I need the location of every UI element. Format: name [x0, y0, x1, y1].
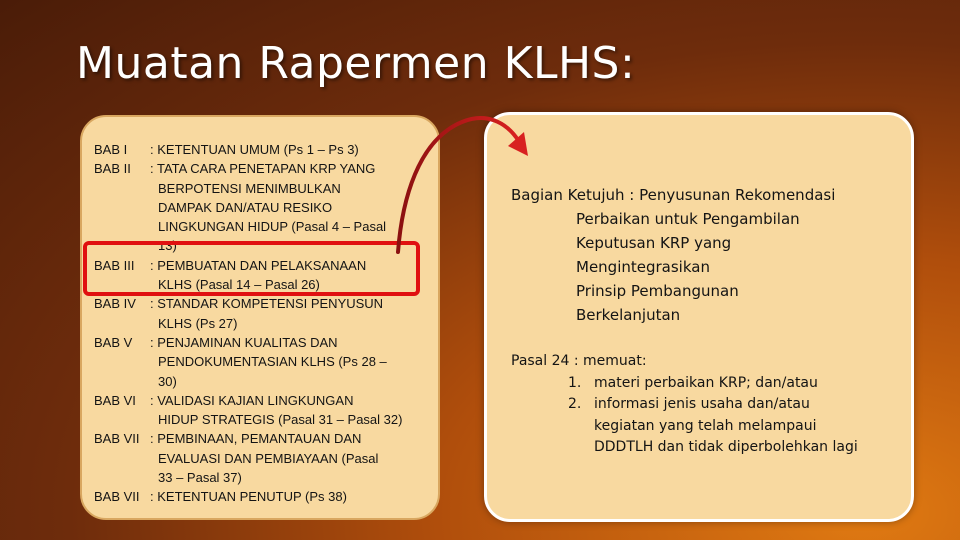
- chapters-panel: [80, 115, 440, 520]
- chapter-line: : PEMBINAAN, PEMANTAUAN DAN: [150, 431, 362, 447]
- pasal-line: informasi jenis usaha dan/atau: [594, 396, 810, 412]
- section-heading: Bagian Ketujuh : Penyusunan Rekomendasi: [511, 186, 836, 204]
- section-lines: [511, 207, 906, 327]
- section-line: Berkelanjutan: [576, 306, 681, 324]
- chapter-line: BERPOTENSI MENIMBULKAN: [158, 180, 341, 196]
- chapter-row: [94, 333, 434, 391]
- chapter-line: KLHS (Pasal 14 – Pasal 26): [158, 277, 320, 293]
- chapter-label: BAB III: [94, 257, 135, 273]
- chapter-row: [94, 140, 434, 159]
- pasal-items: [511, 373, 906, 459]
- detail-content: [511, 183, 906, 459]
- pasal-item-number: 1.: [568, 374, 582, 391]
- chapter-label: BAB V: [94, 334, 133, 350]
- highlight-box: [83, 241, 420, 296]
- pasal-item-text: [594, 373, 818, 395]
- chapter-label: BAB I: [94, 142, 128, 157]
- chapter-line: PENDOKUMENTASIAN KLHS (Ps 28 –: [158, 354, 387, 370]
- chapter-line: : TATA CARA PENETAPAN KRP YANG: [150, 161, 376, 177]
- pasal-line: DDDTLH dan tidak diperbolehkan lagi: [594, 439, 858, 455]
- chapter-line: : PEMBUATAN DAN PELAKSANAAN: [150, 257, 367, 273]
- detail-panel: [484, 112, 914, 522]
- chapter-line: : KETENTUAN PENUTUP (Ps 38): [150, 489, 347, 505]
- chapter-text: [150, 333, 434, 391]
- chapter-label: BAB VII: [94, 431, 140, 447]
- chapter-line: DAMPAK DAN/ATAU RESIKO: [158, 199, 333, 215]
- chapter-row: [94, 487, 434, 506]
- pasal-block: [511, 351, 906, 459]
- chapter-row: [94, 429, 434, 487]
- chapter-row: [94, 391, 434, 430]
- chapter-line: LINGKUNGAN HIDUP (Pasal 4 – Pasal: [158, 219, 387, 235]
- pasal-item: [568, 394, 906, 459]
- section-line: Mengintegrasikan: [576, 258, 710, 276]
- chapter-line: HIDUP STRATEGIS (Pasal 31 – Pasal 32): [158, 412, 403, 428]
- section-line: Prinsip Pembangunan: [576, 282, 739, 300]
- chapter-text: [150, 391, 434, 430]
- chapter-text: [150, 140, 434, 159]
- chapter-line: : KETENTUAN UMUM (Ps 1 – Ps 3): [150, 142, 359, 157]
- pasal-item-text: [594, 394, 858, 459]
- chapter-label: BAB VII: [94, 489, 140, 505]
- chapter-line: : VALIDASI KAJIAN LINGKUNGAN: [150, 392, 354, 408]
- chapter-line: EVALUASI DAN PEMBIAYAAN (Pasal: [158, 450, 379, 466]
- chapter-label: BAB VI: [94, 392, 136, 408]
- pasal-item-number: 2.: [568, 396, 582, 412]
- chapter-text: [150, 429, 434, 487]
- pasal-item: [568, 373, 906, 395]
- chapter-line: : STANDAR KOMPETENSI PENYUSUN: [150, 296, 384, 312]
- pasal-heading: Pasal 24 : memuat:: [511, 353, 647, 369]
- chapter-line: KLHS (Ps 27): [158, 315, 238, 331]
- section-line: Keputusan KRP yang: [576, 234, 732, 252]
- chapter-list: [94, 140, 434, 507]
- chapter-text: [150, 294, 434, 333]
- chapter-line: : PENJAMINAN KUALITAS DAN: [150, 334, 338, 350]
- pasal-line: materi perbaikan KRP; dan/atau: [594, 374, 818, 391]
- section-line: Perbaikan untuk Pengambilan: [576, 210, 800, 228]
- chapter-line: 13): [158, 238, 177, 254]
- chapter-line: 33 – Pasal 37): [158, 470, 242, 486]
- chapter-label: BAB IV: [94, 296, 136, 312]
- chapter-row: [94, 294, 434, 333]
- chapter-text: [150, 487, 434, 506]
- page-title: Muatan Rapermen KLHS:: [76, 38, 636, 89]
- chapter-label: BAB II: [94, 161, 131, 177]
- pasal-line: kegiatan yang telah melampaui: [594, 417, 817, 434]
- chapter-line: 30): [158, 373, 177, 389]
